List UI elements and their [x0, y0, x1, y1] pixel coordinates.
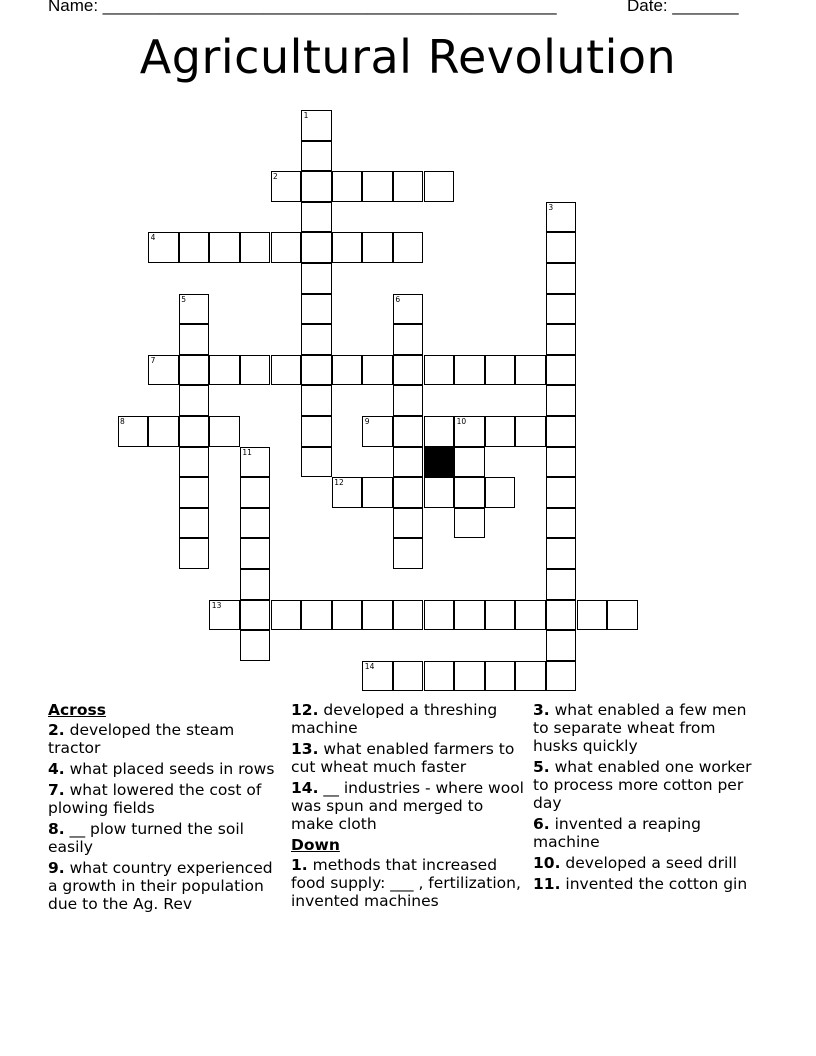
- answer-square[interactable]: [546, 477, 577, 508]
- answer-square[interactable]: [301, 232, 332, 263]
- answer-square[interactable]: [454, 477, 485, 508]
- clue-number: 2.: [48, 721, 65, 739]
- clue-number-label: 13: [211, 600, 222, 610]
- answer-square[interactable]: [332, 600, 363, 631]
- answer-square[interactable]: [393, 447, 424, 478]
- answer-square[interactable]: [271, 355, 302, 386]
- clue-across-14: [291, 779, 527, 833]
- clue-down-11: [533, 875, 763, 893]
- answer-square[interactable]: [209, 355, 240, 386]
- answer-square[interactable]: [393, 600, 424, 631]
- answer-square[interactable]: [607, 600, 638, 631]
- answer-square[interactable]: [301, 202, 332, 233]
- answer-square[interactable]: [332, 477, 363, 508]
- answer-square[interactable]: [454, 355, 485, 386]
- answer-square[interactable]: [393, 385, 424, 416]
- answer-square[interactable]: [393, 294, 424, 325]
- clue-text: invented a reaping machine: [533, 815, 701, 851]
- answer-square[interactable]: [179, 355, 210, 386]
- answer-square[interactable]: [209, 232, 240, 263]
- clue-number-label: 12: [334, 478, 344, 488]
- clue-text: what placed seeds in rows: [64, 760, 275, 778]
- answer-square[interactable]: [362, 171, 393, 202]
- answer-square[interactable]: [393, 324, 424, 355]
- answer-square[interactable]: [240, 569, 271, 600]
- answer-square[interactable]: [240, 355, 271, 386]
- answer-square[interactable]: [332, 171, 363, 202]
- answer-square[interactable]: [546, 416, 577, 447]
- clue-number-label: 3: [548, 202, 554, 212]
- answer-square[interactable]: [393, 661, 424, 692]
- clue-text: invented the cotton gin: [560, 875, 748, 893]
- clue-text: what country experienced a growth in their population due to the Ag. Rev: [48, 859, 273, 913]
- clue-number-label: 10: [456, 417, 467, 426]
- clue-across-9: [48, 859, 278, 913]
- answer-square[interactable]: [546, 538, 577, 569]
- answer-square[interactable]: [240, 538, 271, 569]
- answer-square[interactable]: [546, 385, 577, 416]
- clue-across-2: [48, 721, 278, 757]
- answer-square[interactable]: [424, 600, 455, 631]
- clue-number: 1.: [291, 856, 308, 874]
- across-heading: Across: [48, 701, 106, 719]
- answer-square[interactable]: [393, 355, 424, 386]
- answer-square[interactable]: [301, 171, 332, 202]
- answer-square[interactable]: [240, 477, 271, 508]
- date-field[interactable]: Date: _______: [627, 0, 739, 15]
- answer-square[interactable]: [362, 600, 393, 631]
- answer-square[interactable]: [271, 171, 302, 202]
- answer-square[interactable]: [301, 385, 332, 416]
- answer-square[interactable]: [393, 171, 424, 202]
- answer-square[interactable]: [424, 355, 455, 386]
- clue-number: 14.: [291, 779, 319, 797]
- answer-square[interactable]: [240, 630, 271, 661]
- answer-square[interactable]: [546, 355, 577, 386]
- answer-square[interactable]: [546, 661, 577, 692]
- answer-square[interactable]: [546, 324, 577, 355]
- clue-number: 9.: [48, 859, 65, 877]
- answer-square[interactable]: [393, 508, 424, 539]
- clue-down-1: [291, 856, 527, 910]
- answer-square[interactable]: [332, 232, 363, 263]
- answer-square[interactable]: [240, 508, 271, 539]
- clue-number: 6.: [533, 815, 550, 833]
- answer-square[interactable]: [179, 538, 210, 569]
- answer-square[interactable]: [148, 355, 179, 386]
- answer-square[interactable]: [546, 294, 577, 325]
- answer-square[interactable]: [240, 447, 271, 478]
- clue-text: what enabled a few men to separate wheat from husks quickly: [533, 701, 747, 755]
- answer-square[interactable]: [485, 355, 516, 386]
- answer-square[interactable]: [424, 416, 455, 447]
- answer-square[interactable]: [301, 355, 332, 386]
- answer-square[interactable]: [362, 477, 393, 508]
- clue-text: developed a seed drill: [560, 854, 737, 872]
- answer-square[interactable]: [240, 600, 271, 631]
- answer-square[interactable]: [179, 324, 210, 355]
- answer-square[interactable]: [362, 232, 393, 263]
- clue-number: 5.: [533, 758, 550, 776]
- clue-across-13: [291, 740, 527, 776]
- answer-square[interactable]: [209, 600, 240, 631]
- answer-square[interactable]: [546, 202, 577, 233]
- clue-text: what enabled farmers to cut wheat much faster: [291, 740, 515, 776]
- clue-column-3: [533, 701, 763, 896]
- answer-square[interactable]: [301, 141, 332, 172]
- answer-square[interactable]: [485, 661, 516, 692]
- name-field[interactable]: Name: ________________________________________________: [48, 0, 557, 15]
- clue-number: 10.: [533, 854, 561, 872]
- clue-across-12: [291, 701, 527, 737]
- answer-square[interactable]: [301, 324, 332, 355]
- answer-square[interactable]: [209, 416, 240, 447]
- clue-number-label: 7: [150, 355, 156, 365]
- answer-square[interactable]: [454, 600, 485, 631]
- answer-square[interactable]: [393, 416, 424, 447]
- answer-square[interactable]: [546, 630, 577, 661]
- clue-down-10: [533, 854, 763, 872]
- clue-number: 7.: [48, 781, 65, 799]
- answer-square[interactable]: [546, 508, 577, 539]
- answer-square[interactable]: [332, 355, 363, 386]
- answer-square[interactable]: [454, 661, 485, 692]
- clue-text: what enabled one worker to process more cotton per day: [533, 758, 752, 812]
- answer-square[interactable]: [148, 416, 179, 447]
- answer-square[interactable]: [515, 661, 546, 692]
- clue-number-label: 14: [364, 661, 375, 671]
- clue-text: methods that increased food supply: ___ , fertilization, invented machines: [291, 856, 521, 910]
- clue-across-8: [48, 820, 278, 856]
- answer-square[interactable]: [362, 355, 393, 386]
- answer-square[interactable]: [577, 600, 608, 631]
- clue-number-label: 2: [273, 172, 278, 182]
- clue-number-label: 6: [395, 294, 401, 304]
- clue-number-label: 11: [242, 447, 252, 457]
- answer-square[interactable]: [546, 569, 577, 600]
- answer-square[interactable]: [301, 110, 332, 141]
- answer-square[interactable]: [515, 416, 546, 447]
- answer-square[interactable]: [424, 171, 455, 202]
- clue-column-1: [48, 701, 278, 916]
- answer-square[interactable]: [118, 416, 149, 447]
- answer-square[interactable]: [179, 477, 210, 508]
- clue-text: developed a threshing machine: [291, 701, 498, 737]
- answer-square[interactable]: [393, 538, 424, 569]
- clue-column-2: [291, 701, 527, 913]
- answer-square[interactable]: [240, 232, 271, 263]
- down-heading: Down: [291, 836, 340, 854]
- answer-square[interactable]: [485, 477, 516, 508]
- answer-square[interactable]: [454, 508, 485, 539]
- answer-square[interactable]: [485, 600, 516, 631]
- answer-square[interactable]: [301, 416, 332, 447]
- answer-square[interactable]: [362, 416, 393, 447]
- answer-square[interactable]: [301, 294, 332, 325]
- clue-down-5: [533, 758, 763, 812]
- answer-square[interactable]: [393, 232, 424, 263]
- answer-square[interactable]: [301, 447, 332, 478]
- answer-square[interactable]: [546, 232, 577, 263]
- clue-number: 4.: [48, 760, 65, 778]
- answer-square[interactable]: [393, 477, 424, 508]
- clue-number-label: 1: [303, 111, 309, 120]
- clue-number-label: 4: [150, 233, 156, 243]
- clue-number: 11.: [533, 875, 561, 893]
- clue-number-label: 9: [364, 417, 370, 426]
- answer-square[interactable]: [179, 447, 210, 478]
- clue-text: __ plow turned the soil easily: [48, 820, 244, 856]
- answer-square[interactable]: [485, 416, 516, 447]
- clue-number-label: 8: [120, 417, 125, 426]
- answer-square[interactable]: [454, 416, 485, 447]
- clue-down-3: [533, 701, 763, 755]
- answer-square[interactable]: [546, 263, 577, 294]
- clue-across-7: [48, 781, 278, 817]
- answer-square[interactable]: [271, 232, 302, 263]
- answer-square[interactable]: [424, 661, 455, 692]
- answer-square[interactable]: [301, 600, 332, 631]
- answer-square[interactable]: [515, 355, 546, 386]
- clue-number: 13.: [291, 740, 319, 758]
- clue-down-6: [533, 815, 763, 851]
- answer-square[interactable]: [515, 600, 546, 631]
- answer-square[interactable]: [454, 447, 485, 478]
- answer-square[interactable]: [179, 508, 210, 539]
- answer-square[interactable]: [546, 600, 577, 631]
- answer-square[interactable]: [179, 294, 210, 325]
- page-title: Agricultural Revolution: [139, 30, 677, 84]
- clue-text: developed the steam tractor: [48, 721, 235, 757]
- answer-square[interactable]: [179, 416, 210, 447]
- clue-text: what lowered the cost of plowing fields: [48, 781, 262, 817]
- clue-number: 12.: [291, 701, 319, 719]
- black-square: [424, 447, 455, 478]
- answer-square[interactable]: [301, 263, 332, 294]
- clue-text: __ industries - where wool was spun and merged to make cloth: [291, 779, 524, 833]
- clue-number: 8.: [48, 820, 65, 838]
- answer-square[interactable]: [179, 232, 210, 263]
- answer-square[interactable]: [179, 385, 210, 416]
- answer-square[interactable]: [362, 661, 393, 692]
- clue-number-label: 5: [181, 294, 186, 304]
- clue-across-4: [48, 760, 278, 778]
- answer-square[interactable]: [271, 600, 302, 631]
- answer-square[interactable]: [546, 447, 577, 478]
- answer-square[interactable]: [148, 232, 179, 263]
- answer-square[interactable]: [424, 477, 455, 508]
- clue-number: 3.: [533, 701, 550, 719]
